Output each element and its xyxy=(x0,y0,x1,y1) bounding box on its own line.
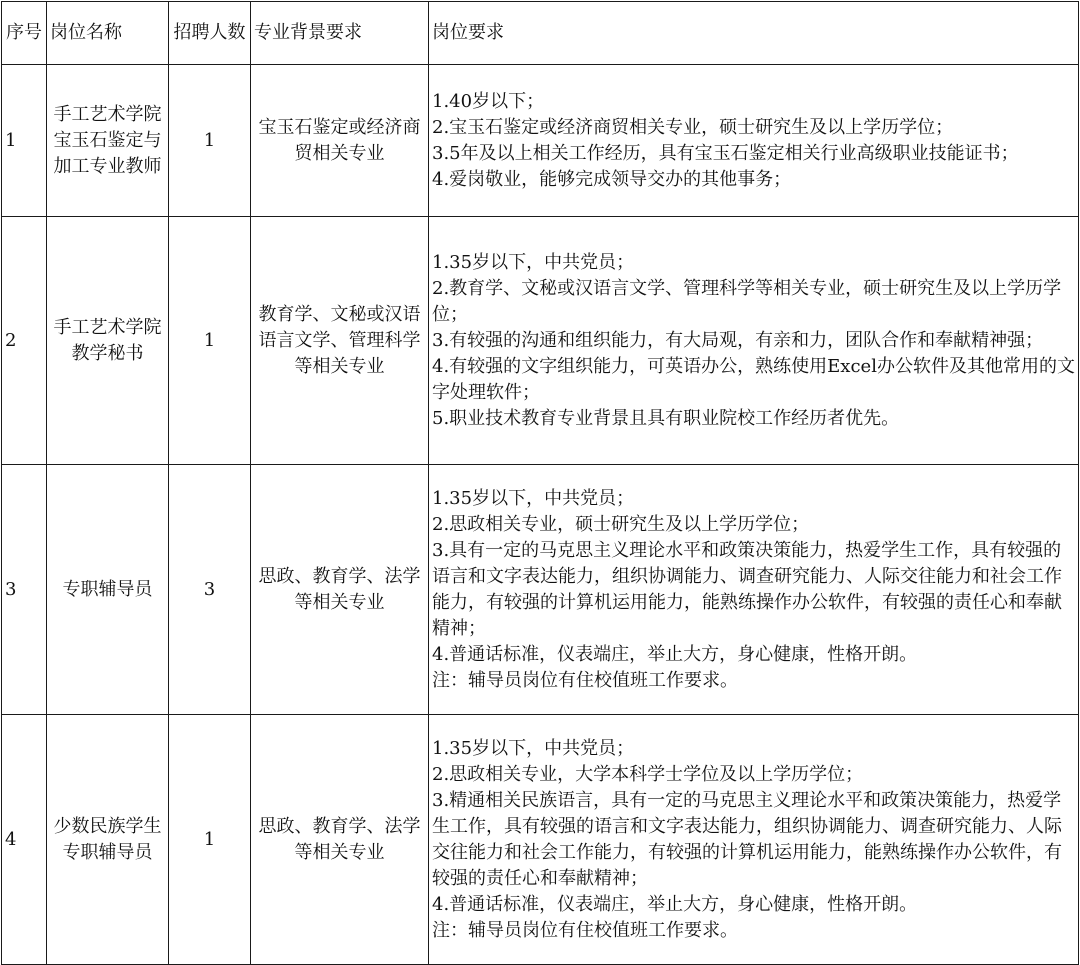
header-requirements: 岗位要求 xyxy=(429,2,1079,65)
requirement-line: 1.35岁以下，中共党员； xyxy=(432,251,635,273)
requirement-line: 2.思政相关专业，大学本科学士学位及以上学历学位； xyxy=(432,763,864,785)
requirement-line: 3.精通相关民族语言，具有一定的马克思主义理论水平和政策决策能力，热爱学生工作，具有较强的语言和文字表达能力，组织协调能力、调查研究能力、人际交往能力和社会工作能力，有较强的计算机运用能力，能熟练操作办公软件，有较强的责任心和奉献精神； xyxy=(432,789,1062,889)
row-no: 1 xyxy=(2,65,47,217)
row-requirements xyxy=(429,715,1079,965)
requirement-line: 5.职业技术教育专业背景且具有职业院校工作经历者优先。 xyxy=(432,407,900,429)
header-position-name: 岗位名称 xyxy=(47,2,169,65)
requirement-line: 4.普通话标准，仪表端庄，举止大方，身心健康，性格开朗。 xyxy=(432,893,918,915)
requirement-line: 2.宝玉石鉴定或经济商贸相关专业，硕士研究生及以上学历学位； xyxy=(432,116,954,138)
table-row xyxy=(2,465,1079,715)
row-headcount: 1 xyxy=(169,217,251,465)
row-position-name: 手工艺术学院宝玉石鉴定与加工专业教师 xyxy=(47,65,169,217)
header-no: 序号 xyxy=(2,2,47,65)
table-row xyxy=(2,65,1079,217)
row-requirements xyxy=(429,65,1079,217)
header-major: 专业背景要求 xyxy=(251,2,429,65)
requirement-note: 注：辅导员岗位有住校值班工作要求。 xyxy=(432,669,738,691)
requirement-line: 3.有较强的沟通和组织能力，有大局观，有亲和力，团队合作和奉献精神强； xyxy=(432,329,1044,351)
row-no: 4 xyxy=(2,715,47,965)
row-headcount: 3 xyxy=(169,465,251,715)
row-position-name: 手工艺术学院教学秘书 xyxy=(47,217,169,465)
row-requirements xyxy=(429,465,1079,715)
requirement-line: 1.35岁以下，中共党员； xyxy=(432,737,635,759)
row-major: 宝玉石鉴定或经济商贸相关专业 xyxy=(251,65,429,217)
requirement-line: 4.普通话标准，仪表端庄，举止大方，身心健康，性格开朗。 xyxy=(432,643,918,665)
header-headcount: 招聘人数 xyxy=(169,2,251,65)
requirement-line: 4.爱岗敬业，能够完成领导交办的其他事务； xyxy=(432,168,792,190)
row-headcount: 1 xyxy=(169,65,251,217)
row-headcount: 1 xyxy=(169,715,251,965)
row-major: 教育学、文秘或汉语语言文学、管理科学等相关专业 xyxy=(251,217,429,465)
requirement-line: 2.教育学、文秘或汉语言文学、管理科学等相关专业，硕士研究生及以上学历学位； xyxy=(432,277,1062,325)
requirement-line: 4.有较强的文字组织能力，可英语办公，熟练使用Excel办公软件及其他常用的文字处理软件； xyxy=(432,355,1075,403)
requirement-line: 3.5年及以上相关工作经历，具有宝玉石鉴定相关行业高级职业技能证书； xyxy=(432,142,1019,164)
recruitment-table xyxy=(1,1,1079,965)
row-position-name: 少数民族学生专职辅导员 xyxy=(47,715,169,965)
requirement-note: 注：辅导员岗位有住校值班工作要求。 xyxy=(432,919,738,941)
requirement-line: 3.具有一定的马克思主义理论水平和政策决策能力，热爱学生工作，具有较强的语言和文字表达能力，组织协调能力、调查研究能力、人际交往能力和社会工作能力，有较强的计算机运用能力，能熟练操作办公软件，有较强的责任心和奉献精神； xyxy=(432,539,1062,639)
requirement-line: 1.40岁以下； xyxy=(432,90,545,112)
table-row xyxy=(2,217,1079,465)
row-major: 思政、教育学、法学等相关专业 xyxy=(251,715,429,965)
row-major: 思政、教育学、法学等相关专业 xyxy=(251,465,429,715)
table-header-row xyxy=(2,2,1079,65)
row-position-name: 专职辅导员 xyxy=(47,465,169,715)
requirement-line: 1.35岁以下，中共党员； xyxy=(432,487,635,509)
requirement-line: 2.思政相关专业，硕士研究生及以上学历学位； xyxy=(432,513,810,535)
row-no: 3 xyxy=(2,465,47,715)
row-requirements xyxy=(429,217,1079,465)
table-row xyxy=(2,715,1079,965)
row-no: 2 xyxy=(2,217,47,465)
